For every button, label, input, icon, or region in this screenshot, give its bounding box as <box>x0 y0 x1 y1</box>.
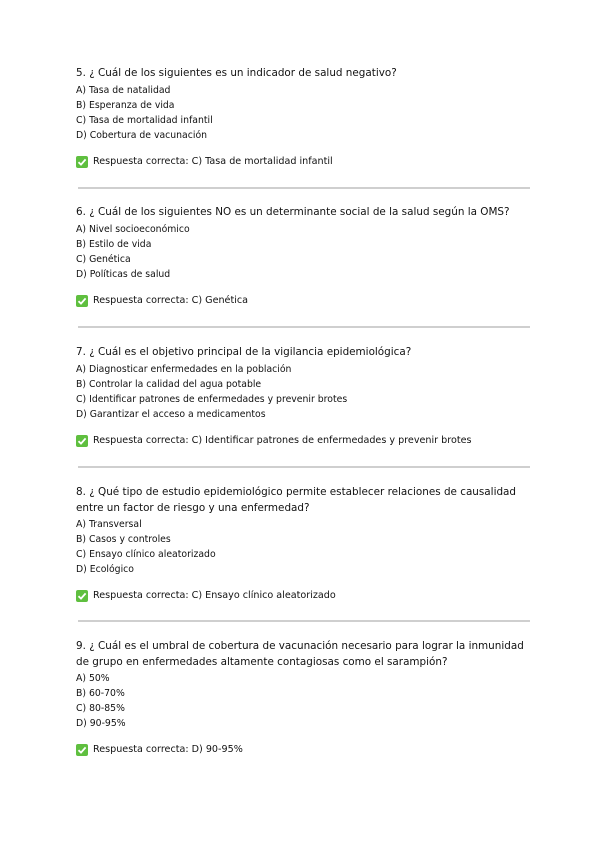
option-a: A) Nivel socioeconómico <box>76 223 190 235</box>
question-text: 8. ¿ Qué tipo de estudio epidemiológico permite establecer relaciones de causalidad entre un factor de riesgo y una enfermedad? <box>76 486 517 514</box>
option-b: B) Estilo de vida <box>76 238 152 250</box>
option-c: C) Ensayo clínico aleatorizado <box>76 549 216 561</box>
option-c: C) 80-85% <box>76 703 125 715</box>
question-block-6 <box>76 205 532 308</box>
option-b: B) Controlar la calidad del agua potable <box>76 378 262 390</box>
option-b: B) Casos y controles <box>76 534 171 546</box>
answer-text: Respuesta correcta: C) Tasa de mortalidad infantil <box>93 155 333 167</box>
question-block-8 <box>76 485 532 603</box>
divider <box>78 187 530 189</box>
option-b: B) 60-70% <box>76 688 125 700</box>
check-mark-icon <box>76 295 88 307</box>
correct-answer <box>76 589 532 603</box>
option-d: D) Garantizar el acceso a medicamentos <box>76 408 266 420</box>
check-mark-icon <box>76 435 88 447</box>
correct-answer <box>76 155 532 169</box>
question-block-5 <box>76 66 532 169</box>
option-c: C) Tasa de mortalidad infantil <box>76 114 213 126</box>
question-text: 9. ¿ Cuál es el umbral de cobertura de vacunación necesario para lograr la inmunidad de grupo en enfermedades altamente contagiosas como el sarampión? <box>76 640 524 668</box>
check-mark-icon <box>76 744 88 756</box>
divider <box>78 466 530 468</box>
correct-answer <box>76 434 532 448</box>
answer-text: Respuesta correcta: C) Ensayo clínico aleatorizado <box>93 590 336 602</box>
option-c: C) Identificar patrones de enfermedades y prevenir brotes <box>76 393 348 405</box>
answer-text: Respuesta correcta: D) 90-95% <box>93 744 243 756</box>
option-a: A) 50% <box>76 673 110 685</box>
option-d: D) Políticas de salud <box>76 268 171 280</box>
question-text: 6. ¿ Cuál de los siguientes NO es un determinante social de la salud según la OMS? <box>76 206 510 218</box>
question-block-7 <box>76 345 532 448</box>
option-a: A) Diagnosticar enfermedades en la población <box>76 363 292 375</box>
option-a: A) Transversal <box>76 519 142 531</box>
option-d: D) Ecológico <box>76 564 134 576</box>
question-text: 5. ¿ Cuál de los siguientes es un indicador de salud negativo? <box>76 67 397 79</box>
correct-answer <box>76 294 532 308</box>
answer-text: Respuesta correcta: C) Genética <box>93 294 249 306</box>
option-a: A) Tasa de natalidad <box>76 84 171 96</box>
check-mark-icon <box>76 156 88 168</box>
divider <box>78 326 530 328</box>
answer-text: Respuesta correcta: C) Identificar patrones de enfermedades y prevenir brotes <box>93 434 472 446</box>
option-d: D) 90-95% <box>76 718 126 730</box>
option-b: B) Esperanza de vida <box>76 99 175 111</box>
option-c: C) Genética <box>76 253 131 265</box>
divider <box>78 620 530 622</box>
check-mark-icon <box>76 590 88 602</box>
option-d: D) Cobertura de vacunación <box>76 129 208 141</box>
question-block-9 <box>76 639 532 757</box>
correct-answer <box>76 743 532 757</box>
question-text: 7. ¿ Cuál es el objetivo principal de la vigilancia epidemiológica? <box>76 346 412 358</box>
